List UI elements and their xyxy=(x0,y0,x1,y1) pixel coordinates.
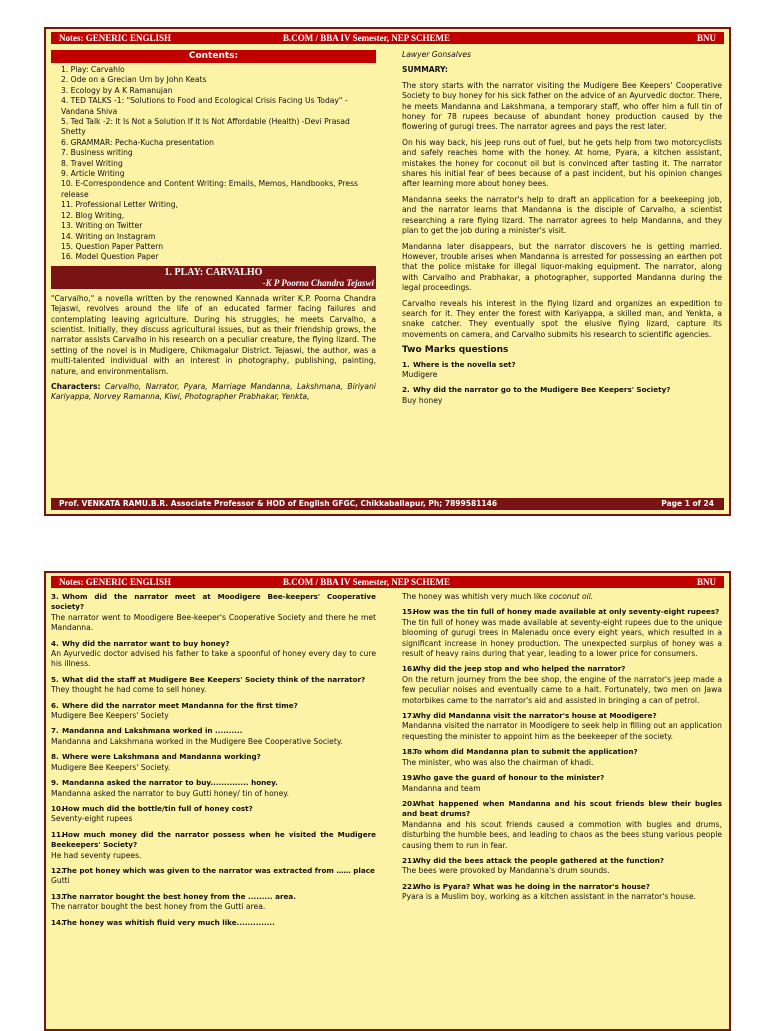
question-label: Who gave the guard of honour to the minister? xyxy=(413,773,605,783)
question-text xyxy=(51,918,376,928)
question-text xyxy=(51,948,376,958)
question-number: 18. xyxy=(402,747,415,757)
question-label: Where is the novella set? xyxy=(413,359,516,369)
answer-text: Buy honey xyxy=(402,395,443,405)
question-item xyxy=(51,948,376,958)
answer-text: An Ayurvedic doctor advised his father to take a spoonful of honey every day to cure his illness. xyxy=(51,649,376,669)
page-header xyxy=(51,576,724,588)
question-label: How much money did the narrator possess when he visited the Mudigere Beekeepers' Society? xyxy=(51,829,376,850)
question-text xyxy=(402,773,722,783)
summary-paragraph: Carvalho reveals his interest in the flying lizard and organizes an expedition to search for it. They enter the forest with Kariyappa, a skilled man, and Yenkta, a snake catcher. They eventually spot the elusive flying lizard, capture its movements on camera, and Carvalho submits his research to scientific agencies. xyxy=(402,298,722,339)
question-item xyxy=(51,701,376,722)
question-number: 17. xyxy=(402,711,415,721)
question-text xyxy=(51,675,376,685)
summary-paragraph: Mandanna later disappears, but the narrator discovers he is getting married. However, trouble arises when Mandanna is arrested for possessing an earthen pot that the police mistake for illegal liquor-making equipment. The narrator, along with Carvalho and Prabhakar, a photographer, supported Mandanna during the legal proceedings. xyxy=(402,241,722,293)
question-number: 8. xyxy=(51,752,59,762)
header-program: B.COM / BBA IV Semester, NEP SCHEME xyxy=(283,33,451,43)
question-number: 9. xyxy=(51,778,59,788)
answer-text: The bees were provoked by Mandanna's drum sounds. xyxy=(402,866,610,876)
question-label: Why did the bees attack the people gathered at the function? xyxy=(413,855,665,865)
summary-paragraph: Mandanna seeks the narrator's help to draft an application for a beekeeping job, and the narrator learns that Mandanna is the disciple of Carvalho, a scientist researching a rare flying lizard. The narrator agrees to help Mandanna, and they plan to get the job during a minister's visit. xyxy=(402,194,722,236)
question-item xyxy=(402,799,722,851)
answer-continued xyxy=(402,592,722,602)
characters-paragraph xyxy=(51,382,376,403)
question-item xyxy=(402,360,722,381)
question-item xyxy=(402,711,722,742)
answer-text: Gutti xyxy=(51,876,70,886)
characters-continued: Lawyer Gonsalves xyxy=(402,50,471,59)
question-text xyxy=(51,804,376,814)
question-number: 7. xyxy=(51,726,59,736)
question-text xyxy=(51,592,376,613)
toc-item[interactable]: 3. Ecology by A K Ramanujan xyxy=(61,85,173,95)
play-author: -K P Poorna Chandra Tejaswi xyxy=(262,277,374,288)
footer-author: Prof. VENKATA RAMU.B.R. Associate Professor & HOD of English GFGC, Chikkaballapur, Ph; 7899581146 xyxy=(59,499,498,508)
summary-heading: SUMMARY: xyxy=(402,65,448,75)
question-number: 6. xyxy=(51,700,59,710)
question-text xyxy=(51,778,376,788)
table-of-contents xyxy=(51,65,376,263)
question-number: 1. xyxy=(402,359,410,369)
toc-item[interactable]: 4. TED TALKS -1: "Solutions to Food and Ecological Crisis Facing Us Today" -Vandana Shiva xyxy=(61,96,348,116)
toc-item[interactable]: 16. Model Question Paper xyxy=(61,252,159,262)
two-marks-heading: Two Marks questions xyxy=(402,345,509,356)
answer-text: He had seventy rupees. xyxy=(51,850,142,860)
answer-text: Seventy-eight rupees xyxy=(51,814,133,824)
question-label: To whom did Mandanna plan to submit the application? xyxy=(413,747,638,757)
question-label: The pot honey which was given to the narrator was extracted from …… place xyxy=(62,865,375,875)
question-text xyxy=(402,856,722,866)
question-label: Why did Mandanna visit the narrator's house at Moodigere? xyxy=(413,711,657,721)
header-university: BNU xyxy=(696,577,716,587)
question-number: 10. xyxy=(51,803,64,813)
question-item xyxy=(402,882,722,903)
question-text xyxy=(51,639,376,649)
toc-item[interactable]: 1. Play: Carvahlo xyxy=(61,65,125,74)
question-text xyxy=(402,882,722,892)
question-number: 13. xyxy=(51,891,64,901)
answer-text: The narrator went to Moodigere Bee-keeper's Cooperative Society and there he met Mandanna. xyxy=(51,612,376,633)
summary-paragraph: On his way back, his jeep runs out of fuel, but he gets help from two motorcyclists and safely reaches home with the honey. At home, Pyara, a kitchen assistant, mistakes the honey for coconut oil but is convinced after tasting it. The narrator shares his initial fear of bees because of a past incident, but his opinion changes after learning more about honey bees. xyxy=(402,137,722,189)
characters-list: Carvalho, Narrator, Pyara, Marriage Mandanna, Lakshmana, Biriyani Kariyappa, Norvey Ramanna, Kiwi, Photographer Prabhakar, Yenkta, xyxy=(51,381,376,402)
page-1-left-column xyxy=(51,50,376,408)
page-2-left-column xyxy=(51,592,376,964)
question-item xyxy=(51,830,376,861)
page-1-right-column xyxy=(402,50,722,411)
question-text xyxy=(402,711,722,721)
question-item xyxy=(402,747,722,768)
page-number: Page 1 of 24 xyxy=(661,499,714,508)
play-intro-paragraph: "Carvalho," a novella written by the renowned Kannada writer K.P. Poorna Chandra Tejaswi, revolves around the life of an educated farmer facing failures and contemplating leaving agriculture. During his struggles, he meets Carvalho, a scientist. Initially, they discuss agricultural issues, but as their friendship grows, the narrator assists Carvalho in his research on a peculiar creature, the flying lizard. The setting of the novel is in Mudigere, Chikmagalur District. Tejaswi, the author, was a multi-talented individual with an interest in photography, publishing, painting, nature, and environmentalism. xyxy=(51,293,376,376)
question-item xyxy=(51,752,376,773)
answer-text: The tin full of honey was made available at seventy-eight rupees due to the unique blooming of gurugi trees in Malenadu once every eight years, which resulted in a significant increase in honey production. The unexpected surplus of honey was a result of heavy rains during that year, leading to a lower price for consumers. xyxy=(402,617,722,659)
answer-text: They thought he had come to sell honey. xyxy=(51,685,207,695)
page-footer xyxy=(51,498,724,510)
answer-text: Mudigere xyxy=(402,369,438,379)
answer-text: The minister, who was also the chairman of khadi. xyxy=(402,757,594,767)
question-item xyxy=(51,804,376,825)
toc-item[interactable]: 7. Business writing xyxy=(61,148,133,158)
question-number: 11. xyxy=(51,829,64,839)
header-program: B.COM / BBA IV Semester, NEP SCHEME xyxy=(283,577,451,587)
answer-continued-text: The honey was whitish very much like xyxy=(402,592,550,601)
answer-text: The narrator bought the best honey from the Gutti area. xyxy=(51,902,266,912)
toc-item[interactable]: 9. Article Writing xyxy=(61,169,125,179)
toc-item[interactable]: 11. Professional Letter Writing, xyxy=(61,200,179,210)
question-label: How was the tin full of honey made available at only seventy-eight rupees? xyxy=(413,607,720,617)
question-text xyxy=(402,607,722,617)
question-number: 5. xyxy=(51,674,59,684)
question-item xyxy=(51,726,376,747)
question-item xyxy=(51,592,376,634)
question-number: 14. xyxy=(51,917,64,927)
question-text xyxy=(402,799,722,820)
answer-text: Mandanna and his scout friends caused a commotion with bugles and drums, disturbing the humble bees, and leading to chaos as the bees stung various people causing them to run in fear. xyxy=(402,819,722,850)
question-number: 2. xyxy=(402,385,410,395)
question-label: Where were Lakshmana and Mandanna working? xyxy=(62,752,261,762)
question-number: 12. xyxy=(51,865,64,875)
question-number: 16. xyxy=(402,664,415,674)
question-text xyxy=(51,866,376,876)
page-2-right-column xyxy=(402,592,722,908)
question-text xyxy=(402,385,722,395)
play-title: 1. PLAY: CARVALHO xyxy=(164,266,263,278)
question-item xyxy=(51,778,376,799)
question-text xyxy=(51,892,376,902)
question-item xyxy=(51,933,376,943)
question-label: What happened when Mandanna and his scout friends blew their bugles and beat drums? xyxy=(402,798,722,819)
question-item xyxy=(51,866,376,887)
header-course: Notes: GENERIC ENGLISH xyxy=(59,33,172,43)
question-label: Mandanna asked the narrator to buy.............. honey. xyxy=(62,778,278,788)
summary-paragraph: The story starts with the narrator visiting the Mudigere Bee Keepers' Cooperative Society to buy honey for his sick father on the advice of an Ayurvedic doctor. There, he meets Mandanna and Lakshmana, a temporary staff, who offer him a full tin of honey for 78 rupees because of abundant honey production caused by the flowering of gurugi trees. The narrator agrees and pays the rest later. xyxy=(402,80,722,132)
answer-text: On the return journey from the bee shop, the engine of the narrator's jeep made a few peculiar noises and eventually came to a halt. Fortunately, two men on Jawa motorbikes came to the narrator's aid and assisted in bringing a can of petrol. xyxy=(402,674,722,705)
question-text xyxy=(51,752,376,762)
question-label: How much did the bottle/tin full of honey cost? xyxy=(62,803,253,813)
question-text xyxy=(402,747,722,757)
question-number: 21. xyxy=(402,855,415,865)
question-label: Where did the narrator meet Mandanna for the first time? xyxy=(62,700,298,710)
toc-item[interactable]: 8. Travel Writing xyxy=(61,158,123,168)
question-label: What did the staff at Mudigere Bee Keepers' Society think of the narrator? xyxy=(62,674,366,684)
question-number: 15. xyxy=(402,607,415,617)
question-item xyxy=(402,607,722,659)
play-title-banner xyxy=(51,266,376,289)
header-course: Notes: GENERIC ENGLISH xyxy=(59,577,172,587)
question-text xyxy=(51,726,376,736)
question-text xyxy=(402,664,722,674)
question-item xyxy=(51,675,376,696)
question-label: Who is Pyara? What was he doing in the narrator's house? xyxy=(413,881,650,891)
question-number: 3. xyxy=(51,592,59,601)
question-label: The honey was whitish fluid very much like.............. xyxy=(62,917,275,927)
toc-item[interactable]: 6. GRAMMAR: Pecha-Kucha presentation xyxy=(61,137,214,147)
question-label: Why did the narrator go to the Mudigere Bee Keepers' Society? xyxy=(413,385,671,395)
answer-text: Mudigere Bee Keepers' Society. xyxy=(51,762,171,772)
page-2 xyxy=(44,571,731,1031)
characters-label: Characters: xyxy=(51,381,101,391)
answer-text: Mandanna asked the narrator to buy Gutti honey/ tin of honey. xyxy=(51,788,290,798)
question-item xyxy=(51,892,376,913)
question-label: Why did the jeep stop and who helped the narrator? xyxy=(413,664,626,674)
toc-item[interactable]: 2. Ode on a Grecian Urn by John Keats xyxy=(61,75,207,85)
question-number: 4. xyxy=(51,638,59,648)
question-number: 19. xyxy=(402,773,415,783)
answer-text: Mandanna and Lakshmana worked in the Mudigere Bee Cooperative Society. xyxy=(51,736,343,746)
question-label: Whom did the narrator meet at Moodigere Bee-keepers' Cooperative society? xyxy=(51,592,376,612)
answer-text: Pyara is a Muslim boy, working as a kitchen assistant in the narrator's house. xyxy=(402,892,697,902)
toc-item[interactable]: 12. Blog Writing, xyxy=(61,210,125,220)
answer-text: Mudigere Bee Keepers' Society xyxy=(51,711,169,721)
page-header xyxy=(51,32,724,44)
answer-text: Mandanna and team xyxy=(402,783,481,793)
question-label: Why did the narrator want to buy honey? xyxy=(62,638,230,648)
question-text xyxy=(51,701,376,711)
question-item xyxy=(402,856,722,877)
contents-title: Contents: xyxy=(51,50,376,63)
question-item xyxy=(51,639,376,670)
toc-item[interactable]: 15. Question Paper Pattern xyxy=(61,241,164,251)
question-text xyxy=(51,830,376,851)
answer-continued-emphasis: coconut oil. xyxy=(549,592,594,601)
toc-item[interactable]: 14. Writing on Instagram xyxy=(61,231,156,241)
header-university: BNU xyxy=(696,33,716,43)
toc-item[interactable]: 5. Ted Talk -2: It Is Not a Solution If It Is Not Affordable (Health) -Devi Prasad Shetty xyxy=(61,117,350,137)
question-number: 22. xyxy=(402,881,415,891)
toc-item[interactable]: 10. E-Correspondence and Content Writing: Emails, Memos, Handbooks, Press release xyxy=(61,179,358,199)
question-text xyxy=(51,933,376,943)
question-text xyxy=(402,360,722,370)
question-label: The narrator bought the best honey from the ......... area. xyxy=(62,891,296,901)
question-number: 20. xyxy=(402,798,415,808)
answer-text: Mandanna visited the narrator in Moodigere to seek help in filling out an application requesting the minister to appoint him as the beekeeper of the society. xyxy=(402,721,722,741)
page-1 xyxy=(44,27,731,516)
question-item xyxy=(402,664,722,706)
question-label: Mandanna and Lakshmana worked in .......... xyxy=(62,726,243,736)
question-item xyxy=(402,773,722,794)
question-item xyxy=(51,918,376,928)
question-item xyxy=(402,385,722,406)
toc-item[interactable]: 13. Writing on Twitter xyxy=(61,221,143,231)
